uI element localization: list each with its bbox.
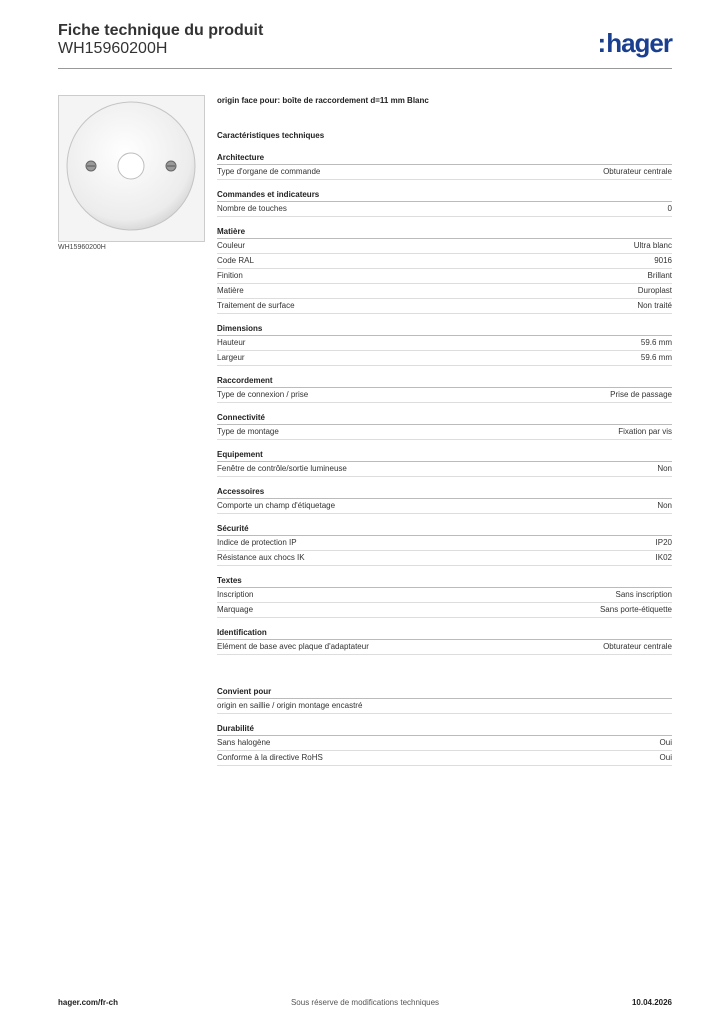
footer-notice: Sous réserve de modifications techniques bbox=[290, 998, 440, 1007]
spec-label: Type de connexion / prise bbox=[217, 390, 309, 399]
section-title: Durabilité bbox=[217, 723, 672, 736]
section-title: Architecture bbox=[217, 152, 672, 165]
characteristics-title: Caractéristiques techniques bbox=[217, 131, 325, 140]
spec-section bbox=[217, 449, 672, 477]
header-divider bbox=[58, 68, 672, 69]
section-title: Commandes et indicateurs bbox=[217, 189, 672, 202]
section-title: Dimensions bbox=[217, 323, 672, 336]
spec-value: Prise de passage bbox=[610, 390, 672, 399]
spec-value: Sans inscription bbox=[615, 590, 672, 599]
spec-row bbox=[217, 239, 672, 254]
spec-label: Résistance aux chocs IK bbox=[217, 553, 305, 562]
spec-value: Sans porte-étiquette bbox=[599, 605, 672, 614]
spec-section bbox=[217, 686, 672, 714]
spec-value: IP20 bbox=[655, 538, 672, 547]
spec-label: Code RAL bbox=[217, 256, 254, 265]
spec-label: Largeur bbox=[217, 353, 245, 362]
spec-label: Hauteur bbox=[217, 338, 246, 347]
spec-label: Finition bbox=[217, 271, 243, 280]
spec-row bbox=[217, 254, 672, 269]
footer-website[interactable]: hager.com/fr-ch bbox=[58, 998, 119, 1007]
spec-row bbox=[217, 202, 672, 217]
spec-section bbox=[217, 189, 672, 217]
spec-value: Non traité bbox=[637, 301, 672, 310]
spec-label: Comporte un champ d'étiquetage bbox=[217, 501, 336, 510]
spec-row bbox=[217, 751, 672, 766]
spec-label: origin en saillie / origin montage encastré bbox=[217, 701, 363, 710]
hager-logo bbox=[598, 28, 672, 59]
spec-row bbox=[217, 284, 672, 299]
spec-row bbox=[217, 536, 672, 551]
spec-value: Non bbox=[657, 501, 672, 510]
spec-sections-extra bbox=[217, 686, 672, 766]
spec-row bbox=[217, 336, 672, 351]
spec-row bbox=[217, 351, 672, 366]
spec-row bbox=[217, 425, 672, 440]
logo-text: hager bbox=[606, 28, 672, 58]
spec-label: Type d'organe de commande bbox=[217, 167, 321, 176]
spec-label: Marquage bbox=[217, 605, 254, 614]
spec-section bbox=[217, 412, 672, 440]
spec-section bbox=[217, 723, 672, 766]
document-title: Fiche technique du produit bbox=[58, 22, 264, 39]
product-code: WH15960200H bbox=[58, 40, 168, 57]
spec-section bbox=[217, 375, 672, 403]
spec-value: Brillant bbox=[647, 271, 672, 280]
section-title: Connectivité bbox=[217, 412, 672, 425]
spec-row bbox=[217, 588, 672, 603]
image-caption: WH15960200H bbox=[58, 244, 106, 251]
spec-value: Duroplast bbox=[637, 286, 672, 295]
product-image bbox=[58, 95, 205, 242]
spec-value: 59.6 mm bbox=[640, 353, 672, 362]
spec-row bbox=[217, 551, 672, 566]
spec-value: Ultra blanc bbox=[633, 241, 672, 250]
spec-value: Non bbox=[657, 464, 672, 473]
spec-value: Oui bbox=[659, 738, 672, 747]
spec-row bbox=[217, 699, 672, 714]
spec-row bbox=[217, 165, 672, 180]
spec-label: Couleur bbox=[217, 241, 246, 250]
spec-label: Type de montage bbox=[217, 427, 279, 436]
logo-mark: : bbox=[597, 28, 606, 58]
section-title: Raccordement bbox=[217, 375, 672, 388]
spec-label: Indice de protection IP bbox=[217, 538, 297, 547]
spec-section bbox=[217, 575, 672, 618]
spec-label: Inscription bbox=[217, 590, 254, 599]
spec-label: Sans halogène bbox=[217, 738, 271, 747]
spec-sections bbox=[217, 152, 672, 655]
specifications bbox=[217, 96, 672, 775]
spec-value: 0 bbox=[667, 204, 672, 213]
spec-value: 9016 bbox=[654, 256, 672, 265]
section-title: Identification bbox=[217, 627, 672, 640]
spec-label: Conforme à la directive RoHS bbox=[217, 753, 323, 762]
spec-label: Fenêtre de contrôle/sortie lumineuse bbox=[217, 464, 347, 473]
spec-row bbox=[217, 388, 672, 403]
spec-row bbox=[217, 640, 672, 655]
spec-label: Traitement de surface bbox=[217, 301, 295, 310]
spec-row bbox=[217, 499, 672, 514]
spec-row bbox=[217, 603, 672, 618]
spec-value: Oui bbox=[659, 753, 672, 762]
section-title: Equipement bbox=[217, 449, 672, 462]
spec-label: Matière bbox=[217, 286, 244, 295]
section-title: Sécurité bbox=[217, 523, 672, 536]
spec-value: Fixation par vis bbox=[618, 427, 672, 436]
section-title: Convient pour bbox=[217, 686, 672, 699]
section-title: Accessoires bbox=[217, 486, 672, 499]
section-gap bbox=[217, 664, 672, 686]
spec-row bbox=[217, 299, 672, 314]
spec-value: Obturateur centrale bbox=[603, 167, 672, 176]
spec-label: Elément de base avec plaque d'adaptateur bbox=[217, 642, 369, 651]
spec-row bbox=[217, 736, 672, 751]
spec-row bbox=[217, 462, 672, 477]
spec-value: Obturateur centrale bbox=[603, 642, 672, 651]
spec-section bbox=[217, 627, 672, 655]
section-title: Textes bbox=[217, 575, 672, 588]
footer-date: 10.04.2026 bbox=[631, 998, 672, 1007]
section-title: Matière bbox=[217, 226, 672, 239]
spec-section bbox=[217, 486, 672, 514]
product-description: origin face pour: boîte de raccordement d=11 mm Blanc bbox=[217, 96, 429, 105]
spec-section bbox=[217, 226, 672, 314]
spec-label: Nombre de touches bbox=[217, 204, 287, 213]
spec-section bbox=[217, 152, 672, 180]
spec-section bbox=[217, 323, 672, 366]
cover-plate-illustration bbox=[59, 96, 204, 241]
spec-section bbox=[217, 523, 672, 566]
spec-value: IK02 bbox=[655, 553, 672, 562]
spec-value: 59.6 mm bbox=[640, 338, 672, 347]
spec-row bbox=[217, 269, 672, 284]
